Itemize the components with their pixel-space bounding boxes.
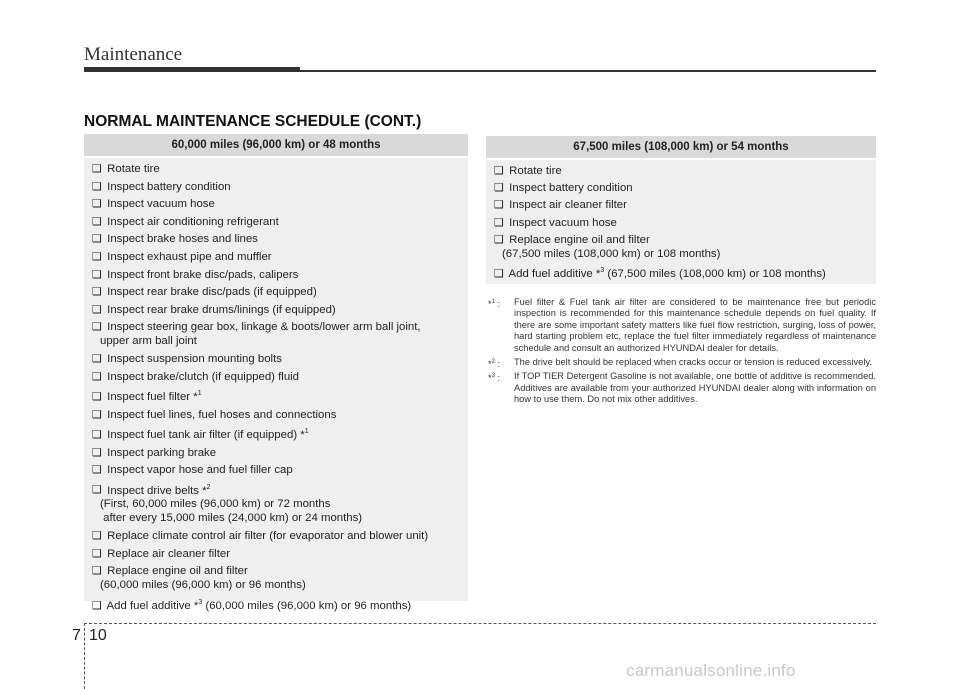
checkbox-icon: ❑ [92, 370, 102, 383]
item-text: Rotate tire [506, 165, 562, 177]
item-text: Replace climate control air filter (for evaporator and blower unit) [104, 530, 429, 543]
checkbox-icon: ❑ [92, 215, 102, 228]
item-list [486, 160, 876, 281]
list-item [92, 215, 460, 229]
checkbox-icon: ❑ [494, 233, 504, 246]
item-continuation: (60,000 miles (96,000 km) or 96 months) [100, 579, 306, 592]
footnote-text: If TOP TIER Detergent Gasoline is not available, one bottle of additive is recommended. Additives are available from your authorized HYUNDAI dealer along with information on how to use them. Do not mix other additives. [514, 371, 876, 405]
footnote-number: 1 [491, 299, 495, 305]
footnote [488, 371, 876, 405]
item-text: Inspect vacuum hose [104, 198, 215, 211]
checkbox-icon: ❑ [92, 390, 102, 403]
footnote-ref: 1 [304, 428, 309, 436]
checkbox-icon: ❑ [92, 352, 102, 365]
checkbox-icon: ❑ [92, 198, 102, 211]
list-item [494, 181, 868, 195]
checkbox-icon: ❑ [92, 530, 102, 543]
item-continuation: (First, 60,000 miles (96,000 km) or 72 months [100, 498, 331, 511]
header-bar-thick [84, 67, 300, 72]
list-item [92, 425, 460, 442]
checkbox-icon: ❑ [92, 599, 102, 612]
footnote-ref: 3 [198, 598, 203, 606]
list-item [92, 268, 460, 282]
item-text: Inspect battery condition [104, 180, 231, 193]
item-text: Add fuel additive * [104, 599, 199, 612]
list-item [92, 250, 460, 264]
list-item [92, 180, 460, 194]
checkbox-icon: ❑ [92, 428, 102, 441]
footnote-text: Fuel filter & Fuel tank air filter are considered to be maintenance free but periodic inspection is recommended for this maintenance schedule depends on fuel quality. If there are some important safety matters like fuel flow restriction, surging, loss of power, hard starting problem etc, replace the fuel filter immediately regardless of maintenance schedule and consult an authorized HYUNDAI dealer for details. [514, 297, 876, 353]
item-text: Inspect parking brake [104, 446, 217, 459]
footnote-sep: : [494, 299, 501, 310]
item-text: Replace air cleaner filter [104, 547, 230, 560]
checkbox-icon: ❑ [92, 321, 102, 334]
item-text: Inspect drive belts * [104, 484, 207, 497]
item-text-after: (67,500 miles (108,000 km) or 108 months) [604, 267, 826, 280]
footnote-text: The drive belt should be replaced when cracks occur or tension is reduced excessively. [514, 357, 872, 368]
item-text: Inspect front brake disc/pads, calipers [104, 268, 299, 281]
item-continuation: after every 15,000 miles (24,000 km) or 24 months) [100, 512, 363, 525]
item-text: Inspect rear brake drums/linings (if equipped) [104, 303, 336, 316]
item-continuation: upper arm ball joint [100, 335, 197, 348]
item-text: Inspect battery condition [506, 182, 633, 195]
footer-rule [84, 623, 876, 624]
checkbox-icon: ❑ [92, 565, 102, 578]
checkbox-icon: ❑ [92, 233, 102, 246]
list-item [92, 596, 460, 613]
footnote-ref: 1 [197, 390, 202, 398]
item-text: Inspect brake hoses and lines [104, 233, 258, 246]
list-item [92, 352, 460, 366]
checkbox-icon: ❑ [92, 547, 102, 560]
list-item [494, 264, 868, 281]
checkbox-icon: ❑ [92, 250, 102, 263]
list-item [92, 162, 460, 176]
footnote-sep: : [494, 359, 501, 370]
item-text: Inspect fuel tank air filter (if equipped) * [104, 428, 305, 441]
list-item [92, 370, 460, 384]
item-text-after: (60,000 miles (96,000 km) or 96 months) [202, 599, 412, 612]
footnote-number: 2 [491, 359, 495, 366]
checkbox-icon: ❑ [92, 464, 102, 477]
footnote-ref: 2 [206, 483, 211, 491]
list-item [494, 198, 868, 212]
checkbox-icon: ❑ [494, 165, 504, 177]
checkbox-icon: ❑ [92, 446, 102, 459]
list-item [92, 481, 460, 526]
footnote [488, 297, 876, 354]
list-item [92, 197, 460, 211]
footnote-star: * [488, 373, 492, 384]
list-item [92, 285, 460, 299]
list-item [92, 408, 460, 422]
item-text: Inspect exhaust pipe and muffler [104, 250, 272, 263]
footer-vertical-rule [84, 623, 85, 689]
item-text: Inspect brake/clutch (if equipped) fluid [104, 370, 300, 383]
running-head: Maintenance [84, 44, 183, 65]
item-text: Inspect vacuum hose [506, 216, 617, 229]
item-text: Replace engine oil and filter [506, 233, 650, 246]
list-item [92, 320, 460, 348]
footnote-ref: 3 [600, 266, 605, 274]
item-text: Inspect fuel lines, fuel hoses and connections [104, 408, 337, 421]
footnote-mark [488, 297, 500, 311]
item-text: Rotate tire [104, 163, 160, 175]
watermark: carmanualsonline.info [626, 661, 796, 680]
item-text: Inspect suspension mounting bolts [104, 352, 282, 365]
section-title: NORMAL MAINTENANCE SCHEDULE (CONT.) [84, 113, 422, 130]
item-text: Add fuel additive * [506, 267, 601, 280]
item-text: Inspect rear brake disc/pads (if equipped) [104, 286, 317, 299]
checkbox-icon: ❑ [92, 408, 102, 421]
list-item [92, 463, 460, 477]
item-text: Inspect steering gear box, linkage & boots/lower arm ball joint, [104, 321, 421, 334]
checkbox-icon: ❑ [494, 216, 504, 229]
checkbox-icon: ❑ [92, 303, 102, 316]
list-item [92, 529, 460, 543]
checkbox-icon: ❑ [92, 180, 102, 193]
checkbox-icon: ❑ [92, 286, 102, 299]
schedule-panel-60000 [84, 134, 468, 612]
footnote-mark [488, 357, 500, 371]
item-continuation: (67,500 miles (108,000 km) or 108 months) [502, 247, 721, 260]
checkbox-icon: ❑ [92, 268, 102, 281]
list-item [92, 446, 460, 460]
list-item [92, 547, 460, 561]
item-text: Replace engine oil and filter [104, 565, 248, 578]
checkbox-icon: ❑ [92, 484, 102, 497]
footnotes [488, 297, 876, 409]
footnote-sep: : [494, 373, 501, 384]
item-text: Inspect air cleaner filter [506, 199, 627, 212]
item-text: Inspect fuel filter * [104, 390, 198, 403]
footnote [488, 357, 876, 368]
list-item [92, 303, 460, 317]
panel-heading: 60,000 miles (96,000 km) or 48 months [84, 134, 468, 158]
footnote-star: * [488, 299, 492, 310]
page-number: 10 [89, 627, 107, 644]
checkbox-icon: ❑ [494, 199, 504, 212]
footnote-star: * [488, 359, 492, 370]
list-item [92, 232, 460, 246]
chapter-number: 7 [72, 627, 81, 644]
checkbox-icon: ❑ [494, 182, 504, 195]
list-item [494, 164, 868, 178]
list-item [92, 564, 460, 592]
list-item [494, 233, 868, 261]
checkbox-icon: ❑ [92, 163, 102, 175]
schedule-panel-67500 [486, 136, 876, 284]
item-text: Inspect vapor hose and fuel filler cap [104, 464, 293, 477]
item-text: Inspect air conditioning refrigerant [104, 215, 279, 228]
footnote-number: 3 [491, 373, 495, 380]
panel-heading: 67,500 miles (108,000 km) or 54 months [486, 136, 876, 160]
footnote-mark [488, 371, 500, 385]
item-list [84, 158, 468, 613]
list-item [494, 216, 868, 230]
checkbox-icon: ❑ [494, 267, 504, 280]
list-item [92, 387, 460, 404]
header-bar-thin [300, 70, 876, 72]
